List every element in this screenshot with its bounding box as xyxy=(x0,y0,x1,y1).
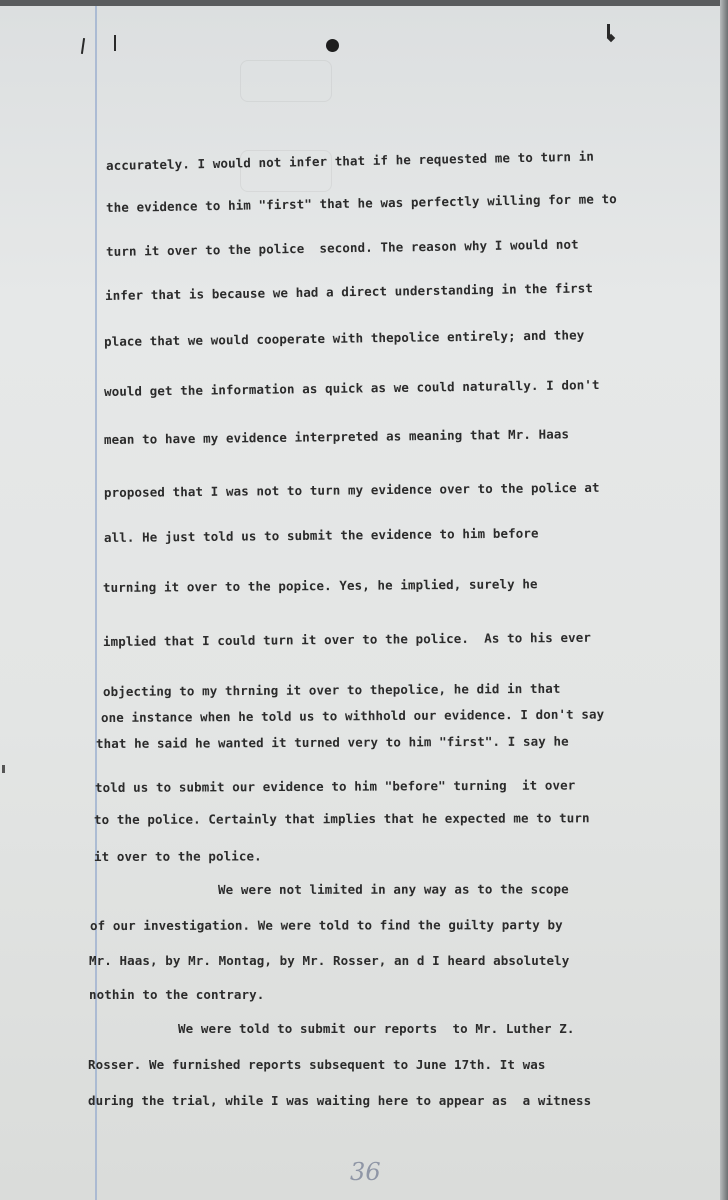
text-line: the evidence to him "first" that he was perfectly willing for me to xyxy=(105,191,617,215)
text-line: to the police. Certainly that implies that he expected me to turn xyxy=(93,810,590,827)
text-line: place that we would cooperate with thepolice entirely; and they xyxy=(103,327,585,349)
text-line: Rosser. We furnished reports subsequent to June 17th. It was xyxy=(88,1057,546,1072)
text-line: one instance when he told us to withhold our evidence. I don't say xyxy=(100,706,605,725)
text-line: turning it over to the popice. Yes, he implied, surely he xyxy=(102,576,538,595)
text-line: implied that I could turn it over to the police. As to his ever xyxy=(102,629,592,649)
text-line: objecting to my thrning it over to thepolice, he did in that xyxy=(102,680,561,699)
text-line: of our investigation. We were told to find the guilty party by xyxy=(89,917,563,933)
page-number: 36 xyxy=(350,1158,381,1186)
text-line: Mr. Haas, by Mr. Montag, by Mr. Rosser, an d I heard absolutely xyxy=(89,953,570,968)
text-line: proposed that I was not to turn my evidence over to the police at xyxy=(103,479,600,500)
text-line: that he said he wanted it turned very to him "first". I say he xyxy=(95,733,569,751)
text-line: We were not limited in any way as to the scope xyxy=(217,881,569,897)
text-line: mean to have my evidence interpreted as meaning that Mr. Haas xyxy=(103,426,570,447)
text-line: told us to submit our evidence to him "before" turning it over xyxy=(94,777,576,795)
text-line: all. He just told us to submit the evidence to him before xyxy=(103,525,539,545)
text-line: would get the information as quick as we could naturally. I don't xyxy=(103,377,600,399)
text-line: We were told to submit our reports to Mr. Luther Z. xyxy=(178,1021,575,1036)
text-line: accurately. I would not infer that if he requested me to turn in xyxy=(105,148,595,173)
text-line: nothin to the contrary. xyxy=(89,987,265,1002)
text-line: during the trial, while I was waiting here to appear as a witness xyxy=(88,1093,592,1108)
text-line: infer that is because we had a direct understanding in the first xyxy=(104,280,594,303)
text-line: it over to the police. xyxy=(93,848,262,864)
text-line: turn it over to the police second. The reason why I would not xyxy=(105,236,579,259)
